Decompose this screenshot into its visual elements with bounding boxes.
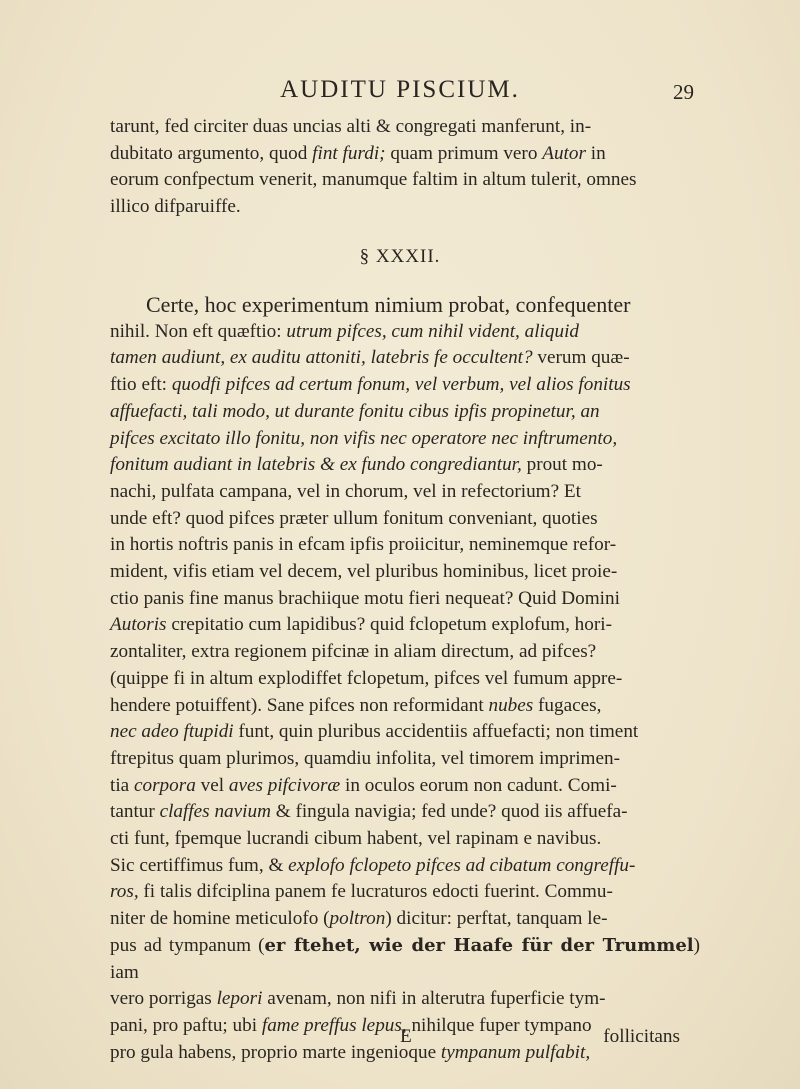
page-header xyxy=(0,76,800,106)
text-line: illico difparuiffe. xyxy=(110,196,241,218)
text-line: eorum confpectum venerit, manumque faltim in altum tulerit, omnes xyxy=(110,169,637,191)
text-line: hendere potuiffent). Sane pifces non reformidant nubes fugaces, xyxy=(110,694,602,716)
main-paragraph xyxy=(110,292,700,1066)
text-line: fonitum audiant in latebris & ex fundo congrediantur, prout mo- xyxy=(110,454,603,476)
catchword: follicitans xyxy=(603,1026,680,1047)
text-line: niter de homine meticulofo (poltron) dicitur: perftat, tanquam le- xyxy=(110,908,608,930)
text-line: Certe, hoc experimentum nimium probat, confequenter xyxy=(146,292,631,317)
text-line: vero porrigas lepori avenam, non nifi in alterutra fuperficie tym- xyxy=(110,988,606,1010)
text-line: zontaliter, extra regionem pifcinæ in aliam directum, ad pifces? xyxy=(110,641,597,663)
continuation-paragraph xyxy=(110,114,700,221)
text-line: nihil. Non eft quæftio: utrum pifces, cum nihil vident, aliquid xyxy=(110,320,579,342)
page-number: 29 xyxy=(673,80,694,104)
text-line: Autoris crepitatio cum lapidibus? quid fclopetum explofum, hori- xyxy=(110,614,612,636)
text-line: ftio eft: quodfi pifces ad certum fonum, vel verbum, vel alios fonitus xyxy=(110,374,631,396)
running-title: AUDITU PISCIUM. xyxy=(280,76,520,103)
text-line: in hortis noftris panis in efcam ipfis proiicitur, neminemque refor- xyxy=(110,534,617,556)
section-heading: § XXXII. xyxy=(359,246,441,267)
text-line: tamen audiunt, ex auditu attoniti, latebris fe occultent? verum quæ- xyxy=(110,347,630,369)
text-line: pifces excitato illo fonitu, non vifis nec operatore nec inftrumento, xyxy=(110,427,618,449)
text-line: pro gula habens, proprio marte ingenioque tympanum pulfabit, xyxy=(110,1041,591,1063)
text-line: cti funt, fpemque lucrandi cibum habent, vel rapinam e navibus. xyxy=(110,828,602,850)
text-line: Sic certiffimus fum, & explofo fclopeto pifces ad cibatum congreffu- xyxy=(110,854,636,876)
text-line: nachi, pulfata campana, vel in chorum, vel in refectorium? Et xyxy=(110,480,581,502)
text-line: ctio panis fine manus brachiique motu fieri nequeat? Quid Domini xyxy=(110,587,620,609)
signature-mark: E xyxy=(400,1026,412,1047)
text-line: affuefacti, tali modo, ut durante fonitu cibus ipfis propinetur, an xyxy=(110,400,600,422)
text-line: tia corpora vel aves pifcivoræ in oculos eorum non cadunt. Comi- xyxy=(110,774,617,796)
text-line: dubitato argumento, quod fint furdi; quam primum vero Autor in xyxy=(110,142,606,164)
text-line: pus ad tympanum (er ftehet, wie der Haafe für der Trummel) iam xyxy=(110,934,701,983)
text-line: mident, vifis etiam vel decem, vel pluribus hominibus, licet proie- xyxy=(110,561,618,583)
text-line: pani, pro paftu; ubi fame preffus lepus, nihilque fuper tympano xyxy=(110,1014,592,1036)
page-footer xyxy=(110,1026,700,1054)
text-line: ros, fi talis difciplina panem fe lucraturos edocti fuerint. Commu- xyxy=(110,881,613,903)
fraktur-phrase: er ftehet, wie der Haafe für der Trummel xyxy=(264,934,694,956)
text-line: (quippe fi in altum explodiffet fclopetum, pifces vel fumum appre- xyxy=(110,667,623,689)
text-line: tantur claffes navium & fingula navigia; fed unde? quod iis affuefa- xyxy=(110,801,628,823)
text-line: tarunt, fed circiter duas uncias alti & congregati manferunt, in- xyxy=(110,116,592,137)
text-line: ftrepitus quam plurimos, quamdiu infolita, vel timorem imprimen- xyxy=(110,747,620,769)
text-line: unde eft? quod pifces præter ullum fonitum conveniant, quoties xyxy=(110,507,598,529)
text-line: nec adeo ftupidi funt, quin pluribus accidentiis affuefacti; non timent xyxy=(110,721,639,743)
